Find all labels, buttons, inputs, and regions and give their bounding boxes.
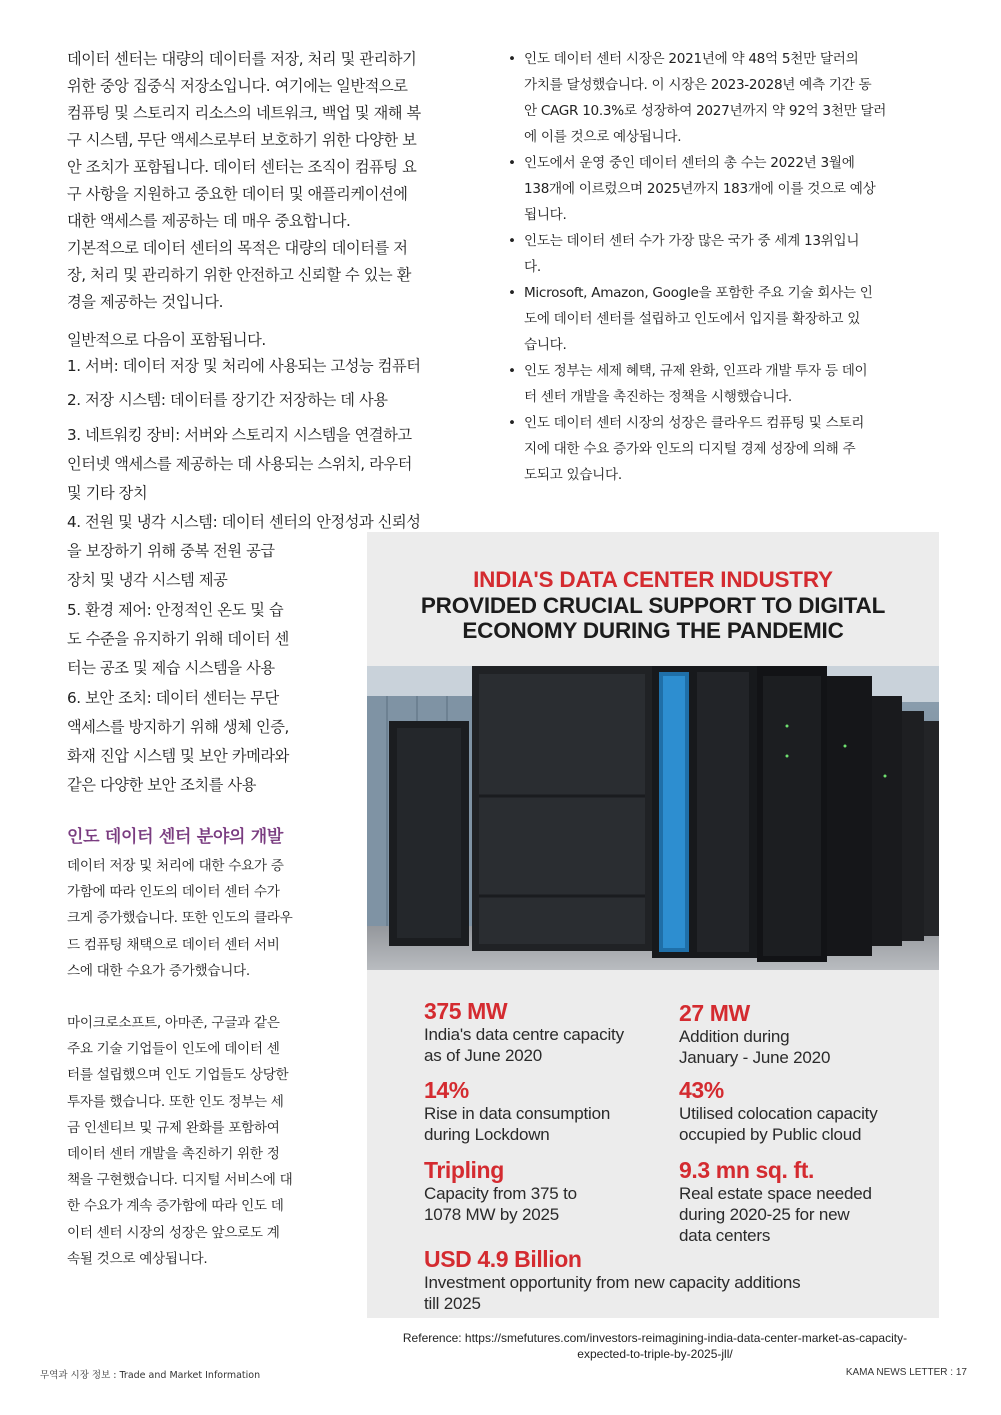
footer-section-label: 무역과 시장 정보 : Trade and Market Information xyxy=(40,1370,261,1381)
bullet-dot-icon: • xyxy=(508,415,516,431)
intro-text xyxy=(67,46,485,316)
stat-description: Real estate space needed during 2020-25 for new data centers xyxy=(679,1184,872,1245)
reference-note: Reference: https://smefutures.com/investors-reimagining-india-data-center-market-as-capacity- expected-to-triple-by-2025-jll/ xyxy=(402,1331,908,1361)
stat-value: Tripling xyxy=(424,1157,504,1183)
stat-real-estate xyxy=(679,1157,872,1246)
bullet-dot-icon: • xyxy=(508,363,516,379)
list-item-security: 6. 보안 조치: 데이터 센터는 무단 액세스를 방지하기 위해 생체 인증, 화재 진압 시스템 및 보안 카메라와 같은 다양한 보안 조치를 사용 xyxy=(67,689,289,794)
stat-value: 9.3 mn sq. ft. xyxy=(679,1157,814,1183)
stat-data-consumption xyxy=(424,1077,610,1145)
stat-description: Addition during January - June 2020 xyxy=(679,1027,831,1067)
footer-page-number: KAMA NEWS LETTER : 17 xyxy=(845,1367,967,1378)
stat-value: 14% xyxy=(424,1077,469,1103)
facts-bullet-list xyxy=(508,46,933,488)
data-center-photo xyxy=(367,666,939,970)
intro-paragraph-2: 기본적으로 데이터 센터의 목적은 대량의 데이터를 저 장, 처리 및 관리하기 위한 안전하고 신뢰할 수 있는 환 경을 제공하는 것입니다. xyxy=(67,239,411,311)
infographic-title-line-1: INDIA'S DATA CENTER INDUSTRY xyxy=(473,567,833,592)
section-paragraph-1: 데이터 저장 및 처리에 대한 수요가 증 가함에 따라 인도의 데이터 센터 수가 크게 증가했습니다. 또한 인도의 클라우 드 컴퓨팅 채택으로 데이터 센터 서비 스에 대한 수요가 증가했습니다. xyxy=(67,858,293,979)
bullet-item: • Microsoft, Amazon, Google을 포함한 주요 기술 회사는 인 도에 데이터 센터를 설립하고 인도에서 입지를 확장하고 있 습니다. xyxy=(508,280,933,358)
stat-colocation xyxy=(679,1077,878,1145)
bullet-dot-icon: • xyxy=(508,155,516,171)
stat-tripling xyxy=(424,1157,577,1225)
bullet-item: • 인도 데이터 센터 시장은 2021년에 약 48억 5천만 달러의 가치를 달성했습니다. 이 시장은 2023-2028년 예측 기간 동 안 CAGR 10.3%로 성장하여 2027년까지 약 92억 3천만 달러 에 이를 것으로 예상됩니다. xyxy=(508,46,933,150)
bullet-item: • 인도 데이터 센터 시장의 성장은 클라우드 컴퓨팅 및 스토리 지에 대한 수요 증가와 인도의 디지털 경제 성장에 의해 주 도되고 있습니다. xyxy=(508,410,933,488)
bullet-dot-icon: • xyxy=(508,233,516,249)
list-item-environment: 5. 환경 제어: 안정적인 온도 및 습 도 수준을 유지하기 위해 데이터 센 터는 공조 및 제습 시스템을 사용 xyxy=(67,601,289,677)
list-item-power-cooling: 4. 전원 및 냉각 시스템: 데이터 센터의 안정성과 신뢰성 을 보장하기 위해 중복 전원 공급 장치 및 냉각 시스템 제공 xyxy=(67,513,421,589)
list-item-servers: 1. 서버: 데이터 저장 및 처리에 사용되는 고성능 컴퓨터 xyxy=(67,357,421,375)
stat-description: Investment opportunity from new capacity additions till 2025 xyxy=(424,1273,801,1313)
infographic-title-lines: PROVIDED CRUCIAL SUPPORT TO DIGITAL ECONOMY DURING THE PANDEMIC xyxy=(420,593,886,643)
list-item-networking: 3. 네트워킹 장비: 서버와 스토리지 시스템을 연결하고 인터넷 액세스를 제공하는 데 사용되는 스위치, 라우터 및 기타 장치 xyxy=(67,426,412,502)
stat-description: India's data centre capacity as of June 2020 xyxy=(424,1025,624,1065)
stat-addition xyxy=(679,1000,830,1068)
section-heading: 인도 데이터 센터 분야의 개발 xyxy=(67,827,283,847)
list-item-storage: 2. 저장 시스템: 데이터를 장기간 저장하는 데 사용 xyxy=(67,391,388,409)
stat-capacity xyxy=(424,998,624,1066)
stat-description: Utilised colocation capacity occupied by Public cloud xyxy=(679,1104,878,1144)
stat-value: 375 MW xyxy=(424,998,508,1024)
stat-value: USD 4.9 Billion xyxy=(424,1246,582,1272)
stat-value: 27 MW xyxy=(679,1000,750,1026)
section-paragraph-2: 마이크로소프트, 아마존, 구글과 같은 주요 기술 기업들이 인도에 데이터 센 터를 설립했으며 인도 기업들도 상당한 투자를 했습니다. 또한 인도 정부는 세 금 인센티브 및 규제 완화를 포함하여 데이터 센터 개발을 촉진하기 위한 정 책을 구현했습니다. 디지털 서비스에 대 한 수요가 계속 증가함에 따라 인도 데 이터 센터 시장의 성장은 앞으로도 계 속될 것으로 예상됩니다. xyxy=(67,1015,293,1267)
bullet-dot-icon: • xyxy=(508,285,516,301)
bullet-item: • 인도는 데이터 센터 수가 가장 많은 국가 중 세계 13위입니 다. xyxy=(508,228,933,280)
infographic xyxy=(367,532,939,1318)
stat-description: Capacity from 375 to 1078 MW by 2025 xyxy=(424,1184,577,1224)
stat-investment xyxy=(424,1246,800,1314)
bullet-dot-icon: • xyxy=(508,51,516,67)
stat-description: Rise in data consumption during Lockdown xyxy=(424,1104,611,1144)
bullet-item: • 인도에서 운영 중인 데이터 센터의 총 수는 2022년 3월에 138개에 이르렀으며 2025년까지 183개에 이를 것으로 예상 됩니다. xyxy=(508,150,933,228)
stat-value: 43% xyxy=(679,1077,724,1103)
list-title: 일반적으로 다음이 포함됩니다. xyxy=(67,331,266,349)
bullet-item: • 인도 정부는 세제 혜택, 규제 완화, 인프라 개발 투자 등 데이 터 센터 개발을 촉진하는 정책을 시행했습니다. xyxy=(508,358,933,410)
intro-paragraph-1: 데이터 센터는 대량의 데이터를 저장, 처리 및 관리하기 위한 중앙 집중식 저장소입니다. 여기에는 일반적으로 컴퓨팅 및 스토리지 리소스의 네트워크, 백업 및 재해 복 구 시스템, 무단 액세스로부터 보호하기 위한 다양한 보 안 조치가 포함됩니다. 데이터 센터는 조직이 컴퓨팅 요 구 사항을 지원하고 중요한 데이터 및 애플리케이션에 대한 액세스를 제공하는 데 매우 중요합니다. xyxy=(67,50,421,230)
